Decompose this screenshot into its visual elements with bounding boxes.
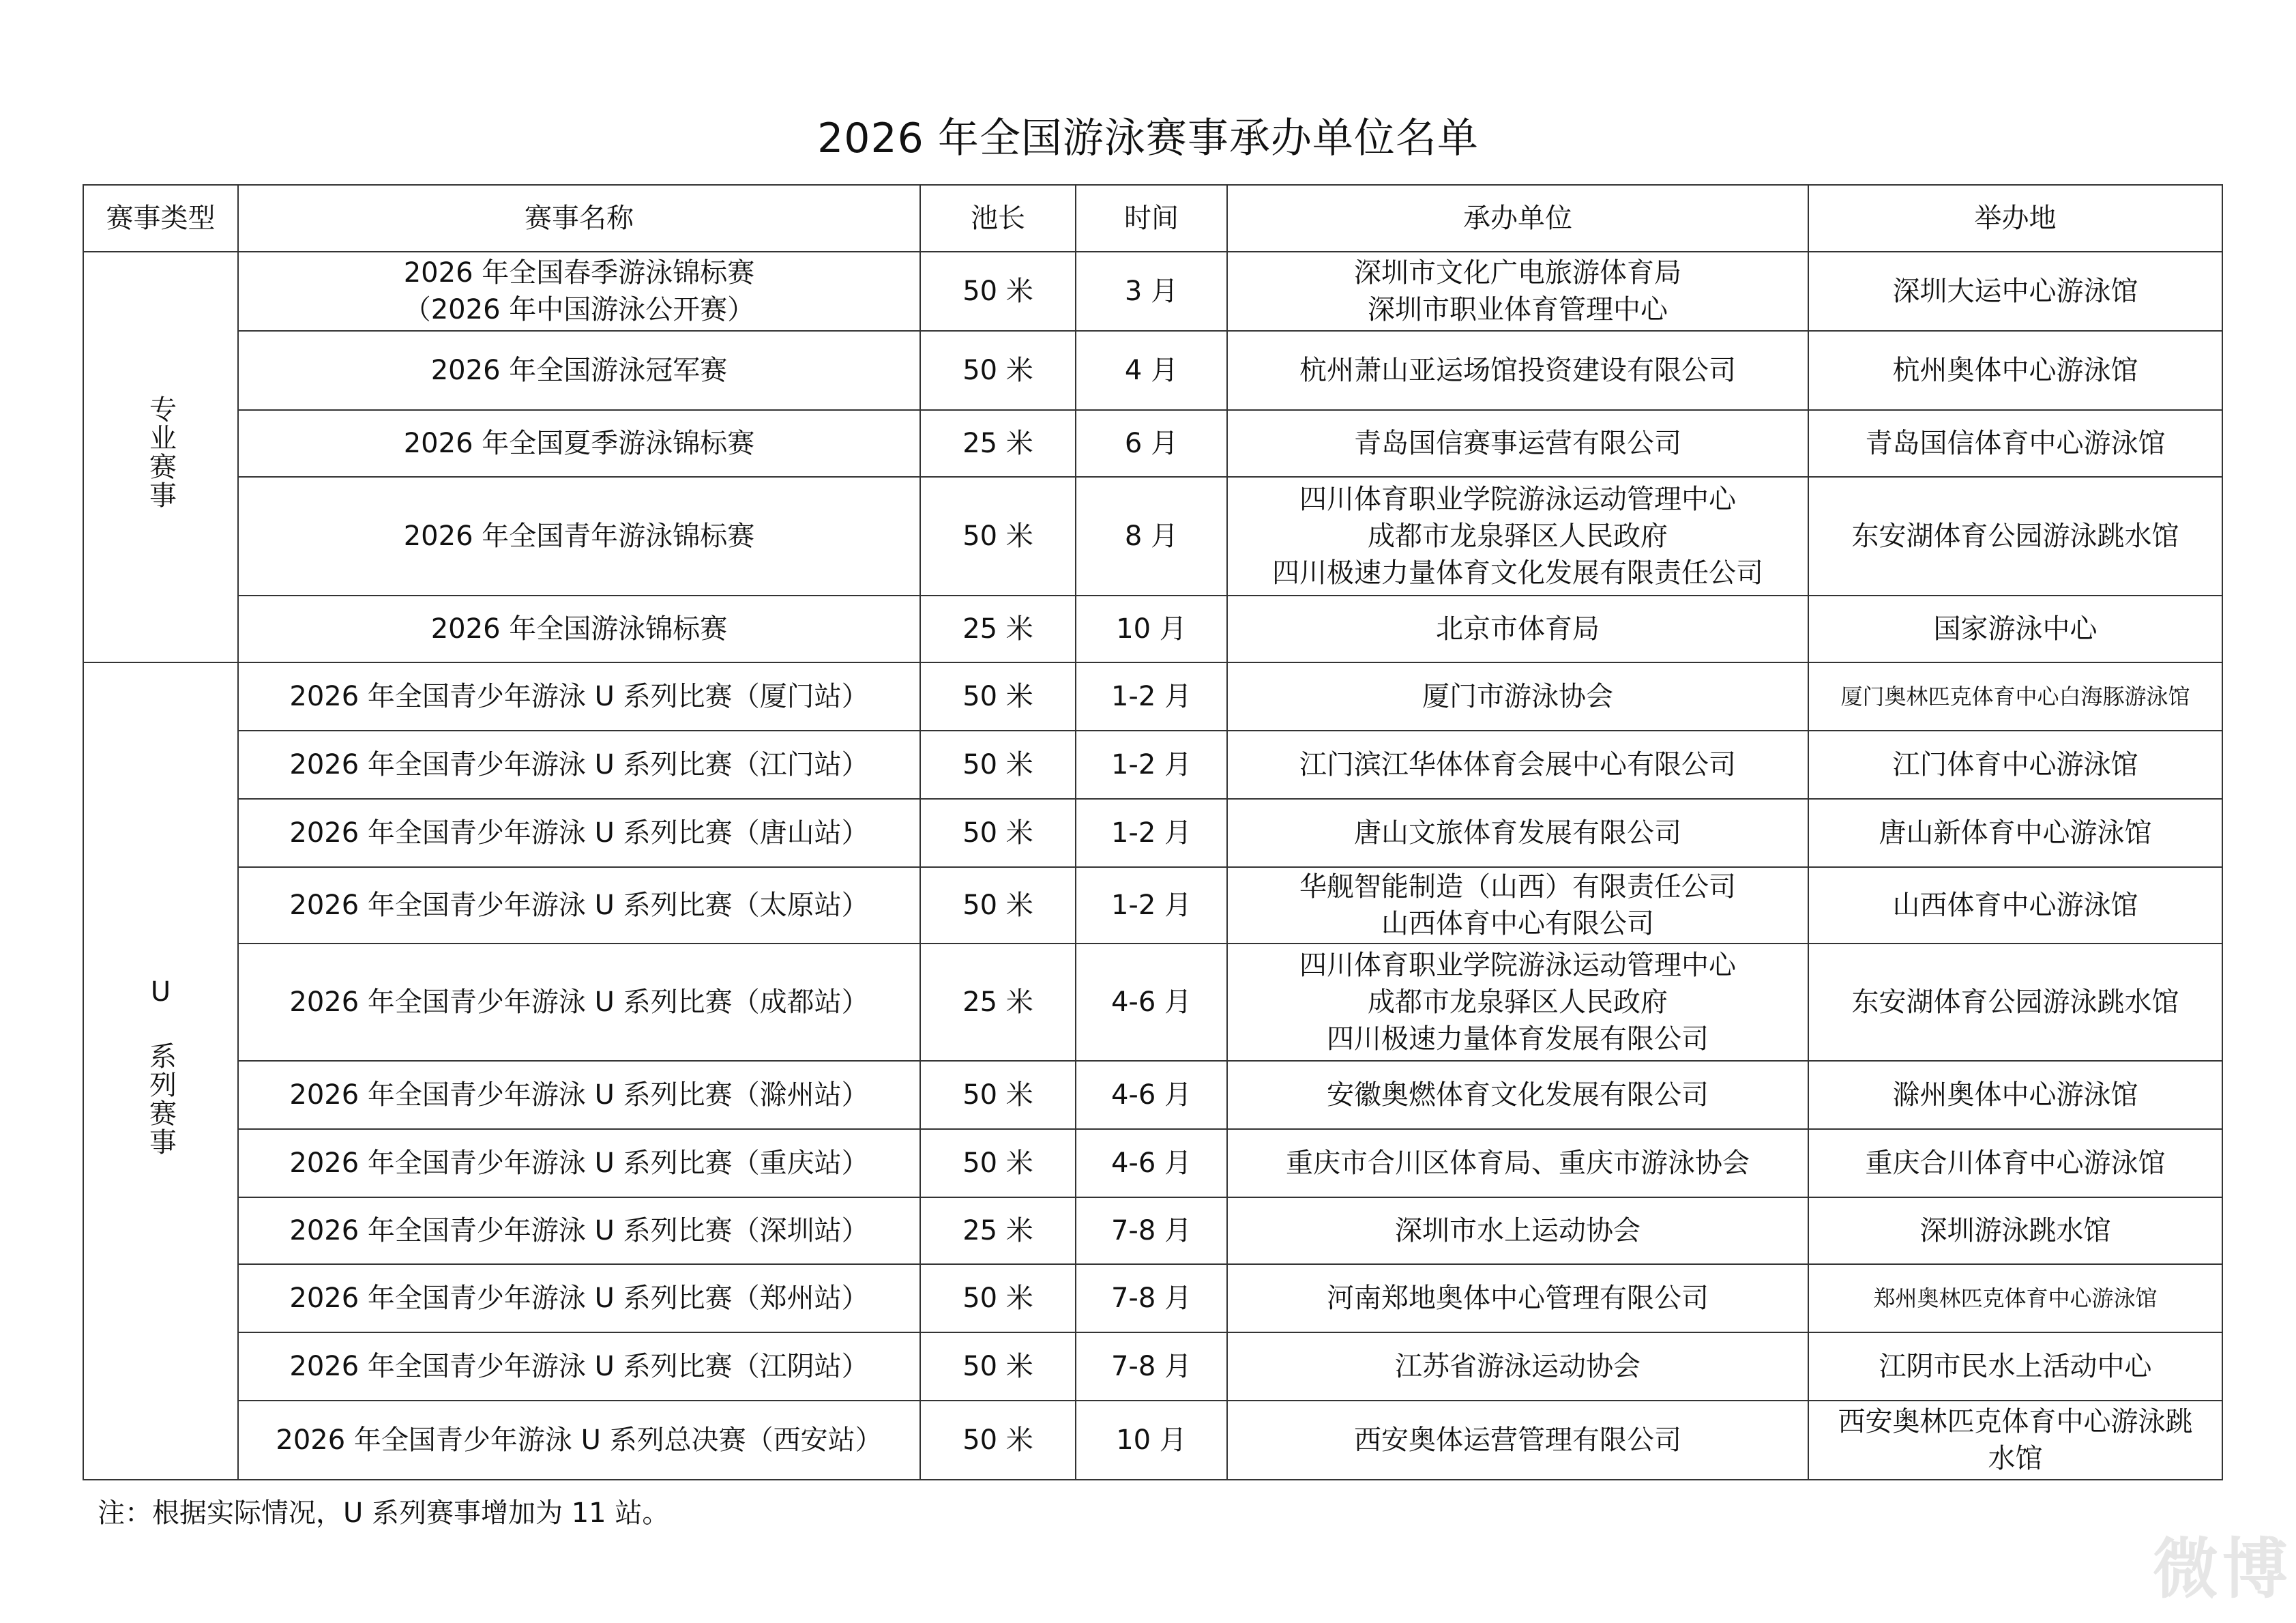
venue-cell <box>1808 1401 2222 1480</box>
organizer-cell <box>1227 252 1808 331</box>
venue-cell <box>1808 410 2222 477</box>
footnote: 注：根据实际情况，U 系列赛事增加为 11 站。 <box>98 1497 670 1529</box>
time-cell <box>1076 1197 1227 1264</box>
pool-length-cell-line: 50 米 <box>962 817 1033 849</box>
venue-cell-line: 西安奥林匹克体育中心游泳跳 <box>1838 1406 2193 1437</box>
event-name-cell-line: 2026 年全国青少年游泳 U 系列比赛（江门站） <box>289 749 869 780</box>
pool-length-cell <box>920 799 1076 867</box>
event-name-cell-line: 2026 年全国游泳锦标赛 <box>430 613 728 645</box>
organizer-cell-line: 北京市体育局 <box>1436 613 1600 645</box>
pool-length-cell-line: 50 米 <box>962 276 1033 307</box>
pool-length-cell <box>920 1129 1076 1197</box>
time-cell-line: 1-2 月 <box>1110 749 1192 780</box>
time-cell-line: 3 月 <box>1124 276 1179 307</box>
time-cell-line: 4-6 月 <box>1110 1147 1192 1179</box>
event-name-cell-line: 2026 年全国青少年游泳 U 系列比赛（江阴站） <box>289 1351 869 1382</box>
time-cell-line: 10 月 <box>1116 613 1187 645</box>
venue-cell-line: 深圳大运中心游泳馆 <box>1892 276 2138 307</box>
pool-length-cell <box>920 331 1076 410</box>
event-name-cell-line: 2026 年全国青少年游泳 U 系列比赛（滁州站） <box>289 1079 869 1111</box>
pool-length-cell <box>920 1061 1076 1129</box>
event-name-cell-line: 2026 年全国游泳冠军赛 <box>430 355 728 386</box>
table-row <box>83 1401 2222 1480</box>
event-name-cell <box>238 662 920 731</box>
table-row <box>83 1197 2222 1264</box>
header-time: 时间 <box>1076 185 1227 252</box>
organizer-cell <box>1227 1401 1808 1480</box>
venue-cell-line: 国家游泳中心 <box>1933 613 2098 645</box>
organizer-cell-line: 河南郑地奥体中心管理有限公司 <box>1327 1283 1709 1314</box>
venue-cell-line: 江门体育中心游泳馆 <box>1892 749 2138 780</box>
organizer-cell <box>1227 477 1808 596</box>
header-venue: 举办地 <box>1808 185 2222 252</box>
organizer-cell-line: 华舰智能制造（山西）有限责任公司 <box>1299 871 1736 903</box>
header-organizer: 承办单位 <box>1227 185 1808 252</box>
venue-cell-line: 水馆 <box>1988 1443 2043 1474</box>
organizer-cell <box>1227 331 1808 410</box>
event-name-cell <box>238 944 920 1061</box>
event-name-cell-line: 2026 年全国青少年游泳 U 系列比赛（重庆站） <box>289 1147 869 1179</box>
venue-cell-line: 江阴市民水上活动中心 <box>1879 1351 2152 1382</box>
header-event-name: 赛事名称 <box>238 185 920 252</box>
organizer-cell <box>1227 596 1808 662</box>
organizer-cell-line: 重庆市合川区体育局、重庆市游泳协会 <box>1286 1147 1750 1179</box>
organizer-cell-line: 厦门市游泳协会 <box>1422 681 1613 712</box>
venue-cell <box>1808 596 2222 662</box>
event-name-cell <box>238 867 920 944</box>
table-row <box>83 731 2222 799</box>
table-row <box>83 477 2222 596</box>
venue-cell-line: 东安湖体育公园游泳跳水馆 <box>1851 986 2179 1018</box>
organizer-cell <box>1227 1332 1808 1401</box>
event-name-cell <box>238 477 920 596</box>
time-cell <box>1076 799 1227 867</box>
organizer-cell-line: 四川体育职业学院游泳运动管理中心 <box>1299 950 1736 981</box>
event-name-cell <box>238 1332 920 1401</box>
time-cell <box>1076 1264 1227 1332</box>
time-cell <box>1076 477 1227 596</box>
header-pool-length: 池长 <box>920 185 1076 252</box>
event-name-cell <box>238 410 920 477</box>
venue-cell <box>1808 1264 2222 1332</box>
pool-length-cell <box>920 867 1076 944</box>
pool-length-cell <box>920 1264 1076 1332</box>
organizer-cell <box>1227 1061 1808 1129</box>
watermark: 微博 <box>2153 1531 2292 1607</box>
venue-cell <box>1808 662 2222 731</box>
event-name-cell <box>238 1197 920 1264</box>
event-type-cell <box>83 662 238 1480</box>
venue-cell-line: 东安湖体育公园游泳跳水馆 <box>1851 521 2179 552</box>
pool-length-cell <box>920 944 1076 1061</box>
venue-cell-line: 山西体育中心游泳馆 <box>1892 890 2138 921</box>
header-row <box>83 185 2222 252</box>
organizer-cell <box>1227 662 1808 731</box>
pool-length-cell-line: 25 米 <box>962 428 1033 459</box>
table-row <box>83 252 2222 331</box>
organizer-cell <box>1227 944 1808 1061</box>
organizer-cell-line: 成都市龙泉驿区人民政府 <box>1368 521 1668 552</box>
pool-length-cell-line: 50 米 <box>962 749 1033 780</box>
pool-length-cell-line: 50 米 <box>962 1079 1033 1111</box>
organizer-cell-line: 杭州萧山亚运场馆投资建设有限公司 <box>1299 355 1736 386</box>
page-title: 2026 年全国游泳赛事承办单位名单 <box>817 115 1479 162</box>
time-cell <box>1076 1332 1227 1401</box>
pool-length-cell-line: 50 米 <box>962 521 1033 552</box>
pool-length-cell-line: 50 米 <box>962 1424 1033 1456</box>
organizer-cell <box>1227 410 1808 477</box>
event-name-cell <box>238 731 920 799</box>
event-name-cell-line: 2026 年全国青少年游泳 U 系列比赛（深圳站） <box>289 1215 869 1246</box>
table-row <box>83 944 2222 1061</box>
event-name-cell-line: 2026 年全国青少年游泳 U 系列比赛（唐山站） <box>289 817 869 849</box>
event-name-cell-line: 2026 年全国青少年游泳 U 系列总决赛（西安站） <box>276 1424 883 1456</box>
event-name-cell-line: 2026 年全国青少年游泳 U 系列比赛（成都站） <box>289 986 869 1018</box>
venue-cell <box>1808 799 2222 867</box>
header-event-type: 赛事类型 <box>83 185 238 252</box>
pool-length-cell <box>920 1197 1076 1264</box>
organizer-cell <box>1227 799 1808 867</box>
pool-length-cell <box>920 1401 1076 1480</box>
event-name-cell-line: 2026 年全国青年游泳锦标赛 <box>403 521 755 552</box>
organizer-table <box>83 184 2223 1480</box>
pool-length-cell <box>920 596 1076 662</box>
time-cell <box>1076 596 1227 662</box>
time-cell <box>1076 410 1227 477</box>
pool-length-cell <box>920 477 1076 596</box>
venue-cell <box>1808 731 2222 799</box>
organizer-cell-line: 江门滨江华体体育会展中心有限公司 <box>1299 749 1736 780</box>
venue-cell <box>1808 252 2222 331</box>
organizer-cell-line: 西安奥体运营管理有限公司 <box>1354 1424 1681 1456</box>
venue-cell-line: 厦门奥林匹克体育中心白海豚游泳馆 <box>1840 684 2190 710</box>
organizer-cell-line: 唐山文旅体育发展有限公司 <box>1354 817 1681 849</box>
event-name-cell-line: （2026 年中国游泳公开赛） <box>403 294 755 325</box>
table-row <box>83 331 2222 410</box>
time-cell-line: 4 月 <box>1124 355 1179 386</box>
time-cell <box>1076 1129 1227 1197</box>
time-cell-line: 4-6 月 <box>1110 986 1192 1018</box>
time-cell-line: 7-8 月 <box>1110 1215 1192 1246</box>
time-cell <box>1076 867 1227 944</box>
venue-cell-line: 深圳游泳跳水馆 <box>1919 1215 2111 1246</box>
time-cell-line: 7-8 月 <box>1110 1351 1192 1382</box>
organizer-cell-line: 青岛国信赛事运营有限公司 <box>1354 428 1681 459</box>
time-cell-line: 8 月 <box>1124 521 1179 552</box>
event-name-cell-line: 2026 年全国春季游泳锦标赛 <box>403 257 755 289</box>
event-type-cell <box>83 252 238 662</box>
event-name-cell <box>238 1264 920 1332</box>
time-cell <box>1076 662 1227 731</box>
venue-cell-line: 唐山新体育中心游泳馆 <box>1879 817 2152 849</box>
event-name-cell-line: 2026 年全国青少年游泳 U 系列比赛（厦门站） <box>289 681 869 712</box>
table-row <box>83 410 2222 477</box>
venue-cell <box>1808 477 2222 596</box>
pool-length-cell <box>920 1332 1076 1401</box>
event-name-cell <box>238 799 920 867</box>
time-cell-line: 7-8 月 <box>1110 1283 1192 1314</box>
table-row <box>83 799 2222 867</box>
organizer-cell-line: 深圳市水上运动协会 <box>1395 1215 1640 1246</box>
venue-cell-line: 郑州奥林匹克体育中心游泳馆 <box>1873 1285 2158 1311</box>
table-row <box>83 1129 2222 1197</box>
time-cell-line: 4-6 月 <box>1110 1079 1192 1111</box>
pool-length-cell <box>920 252 1076 331</box>
time-cell-line: 6 月 <box>1124 428 1179 459</box>
pool-length-cell-line: 50 米 <box>962 1283 1033 1314</box>
organizer-cell-line: 四川极速力量体育发展有限公司 <box>1327 1023 1709 1055</box>
organizer-cell <box>1227 867 1808 944</box>
event-name-cell-line: 2026 年全国夏季游泳锦标赛 <box>403 428 755 459</box>
event-type-label: 专业赛事 <box>145 395 177 510</box>
pool-length-cell <box>920 410 1076 477</box>
event-type-label: U 系列赛事 <box>145 976 177 1156</box>
time-cell-line: 1-2 月 <box>1110 681 1192 712</box>
pool-length-cell-line: 50 米 <box>962 355 1033 386</box>
event-name-cell-line: 2026 年全国青少年游泳 U 系列比赛（太原站） <box>289 890 869 921</box>
venue-cell <box>1808 1332 2222 1401</box>
table-row <box>83 1264 2222 1332</box>
pool-length-cell <box>920 662 1076 731</box>
table-body <box>83 252 2222 1480</box>
venue-cell <box>1808 1129 2222 1197</box>
organizer-cell-line: 成都市龙泉驿区人民政府 <box>1368 986 1668 1018</box>
venue-cell <box>1808 1061 2222 1129</box>
event-name-cell <box>238 1401 920 1480</box>
time-cell <box>1076 1061 1227 1129</box>
time-cell-line: 10 月 <box>1116 1424 1187 1456</box>
time-cell <box>1076 944 1227 1061</box>
organizer-cell <box>1227 1264 1808 1332</box>
pool-length-cell-line: 50 米 <box>962 681 1033 712</box>
event-name-cell <box>238 252 920 331</box>
event-name-cell <box>238 596 920 662</box>
pool-length-cell-line: 25 米 <box>962 986 1033 1018</box>
pool-length-cell-line: 50 米 <box>962 1147 1033 1179</box>
organizer-cell <box>1227 1129 1808 1197</box>
pool-length-cell-line: 50 米 <box>962 890 1033 921</box>
venue-cell-line: 杭州奥体中心游泳馆 <box>1892 355 2138 386</box>
venue-cell-line: 重庆合川体育中心游泳馆 <box>1865 1147 2166 1179</box>
organizer-cell-line: 山西体育中心有限公司 <box>1381 908 1654 939</box>
organizer-cell <box>1227 1197 1808 1264</box>
time-cell <box>1076 1401 1227 1480</box>
organizer-cell-line: 深圳市职业体育管理中心 <box>1368 294 1668 325</box>
table-row <box>83 867 2222 944</box>
venue-cell <box>1808 331 2222 410</box>
table-row <box>83 1061 2222 1129</box>
event-name-cell <box>238 1061 920 1129</box>
organizer-cell-line: 四川极速力量体育文化发展有限责任公司 <box>1272 557 1763 589</box>
pool-length-cell-line: 25 米 <box>962 613 1033 645</box>
organizer-cell-line: 四川体育职业学院游泳运动管理中心 <box>1299 484 1736 515</box>
venue-cell <box>1808 944 2222 1061</box>
time-cell-line: 1-2 月 <box>1110 817 1192 849</box>
organizer-cell <box>1227 731 1808 799</box>
time-cell <box>1076 731 1227 799</box>
pool-length-cell-line: 50 米 <box>962 1351 1033 1382</box>
table-row <box>83 1332 2222 1401</box>
time-cell <box>1076 331 1227 410</box>
organizer-cell-line: 深圳市文化广电旅游体育局 <box>1354 257 1681 289</box>
table-row <box>83 596 2222 662</box>
organizer-cell-line: 江苏省游泳运动协会 <box>1395 1351 1640 1382</box>
venue-cell <box>1808 1197 2222 1264</box>
pool-length-cell-line: 25 米 <box>962 1215 1033 1246</box>
venue-cell <box>1808 867 2222 944</box>
time-cell-line: 1-2 月 <box>1110 890 1192 921</box>
event-name-cell <box>238 331 920 410</box>
event-name-cell <box>238 1129 920 1197</box>
venue-cell-line: 青岛国信体育中心游泳馆 <box>1865 428 2166 459</box>
venue-cell-line: 滁州奥体中心游泳馆 <box>1892 1079 2138 1111</box>
event-name-cell-line: 2026 年全国青少年游泳 U 系列比赛（郑州站） <box>289 1283 869 1314</box>
pool-length-cell <box>920 731 1076 799</box>
time-cell <box>1076 252 1227 331</box>
organizer-cell-line: 安徽奥燃体育文化发展有限公司 <box>1327 1079 1709 1111</box>
table-row <box>83 662 2222 731</box>
